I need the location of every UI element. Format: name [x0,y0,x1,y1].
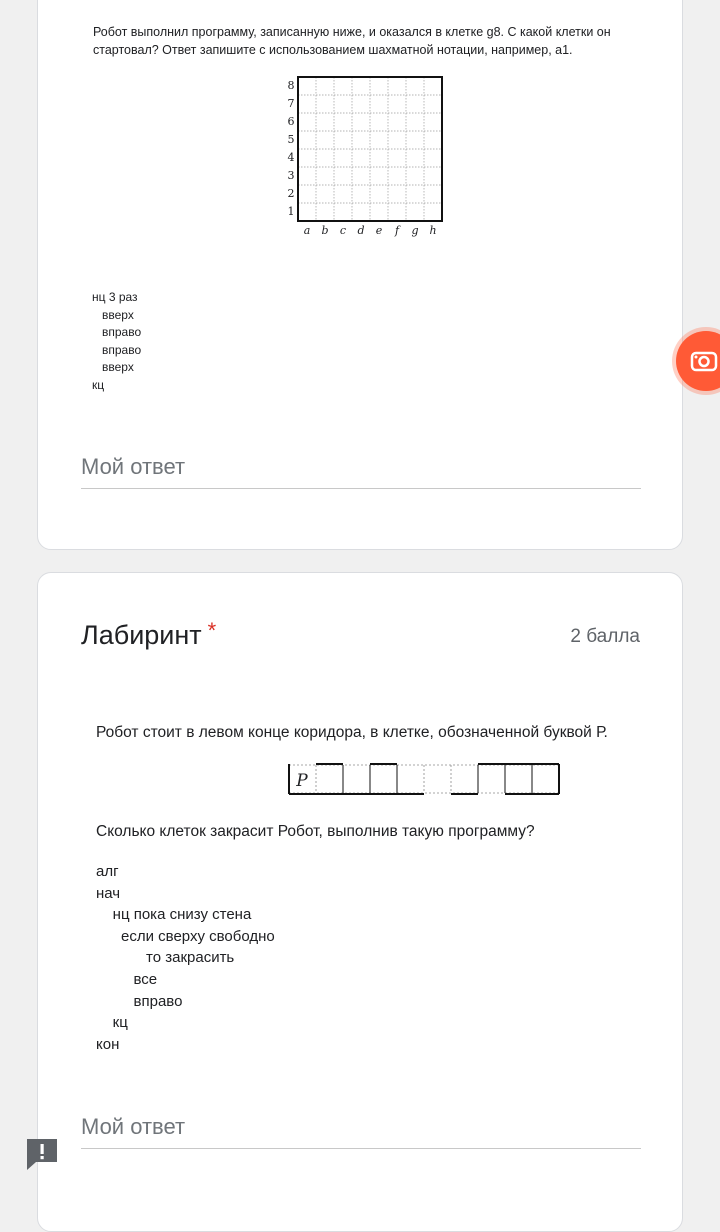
program-listing [92,289,141,395]
board-row-label: 7 [287,97,295,110]
board-col-label: g [411,224,419,237]
board-col-label: h [429,224,437,237]
program-line: вправо [92,325,142,340]
board-row-label: 2 [287,187,295,200]
question-title-text: Лабиринт [81,620,202,650]
program-line: кц [96,1014,128,1032]
board-col-label: b [321,224,329,237]
corridor-diagram [288,761,568,797]
chess-board-diagram [278,73,458,243]
board-row-label: 6 [287,115,295,128]
board-col-label: a [303,224,311,237]
question-title [81,620,216,651]
program-line: кон [96,1035,120,1053]
program-line: все [96,970,158,988]
question-card-1 [37,0,683,550]
exclamation-icon [24,1136,60,1172]
camera-icon [690,349,720,373]
program-line: вверх [92,360,134,375]
program-line: вправо [92,342,142,357]
question-text: Сколько клеток закрасит Робот, выполнив такую программу? [96,823,535,840]
board-row-label: 1 [287,205,295,218]
program-line: нач [96,884,121,902]
board-col-label: f [394,224,400,237]
corridor-start-label: P [296,771,308,791]
board-col-label: d [357,224,365,237]
board-row-label: 3 [287,169,295,182]
program-line: кц [92,377,105,392]
board-col-label: e [375,224,383,237]
board-row-label: 8 [287,79,295,92]
program-line: то закрасить [96,949,235,967]
feedback-button[interactable] [24,1136,60,1172]
answer-input[interactable]: Мой ответ [81,1114,641,1149]
program-line: вверх [92,307,134,322]
program-line: вправо [96,992,183,1010]
question-intro: Робот стоит в левом конце коридора, в клетке, обозначенной буквой Р. [96,724,608,741]
program-line: нц 3 раз [92,290,138,304]
board-row-label: 5 [287,133,295,146]
program-line: если сверху свободно [96,927,275,945]
question-card-2 [37,572,683,1232]
program-listing [96,861,275,1055]
board-col-label: c [339,224,347,237]
required-mark: * [207,618,217,643]
task-line-1: Робот выполнил программу, записанную ниже, и оказался в клетке g8. С какой клетки он [93,25,611,39]
task-line-2: стартовал? Ответ запишите с использованием шахматной нотации, например, a1. [93,43,573,57]
points-label: 2 балла [570,626,640,647]
program-line: нц пока снизу стена [96,906,252,924]
program-line: алг [96,863,119,880]
answer-input[interactable]: Мой ответ [81,454,641,489]
board-row-label: 4 [287,151,295,164]
